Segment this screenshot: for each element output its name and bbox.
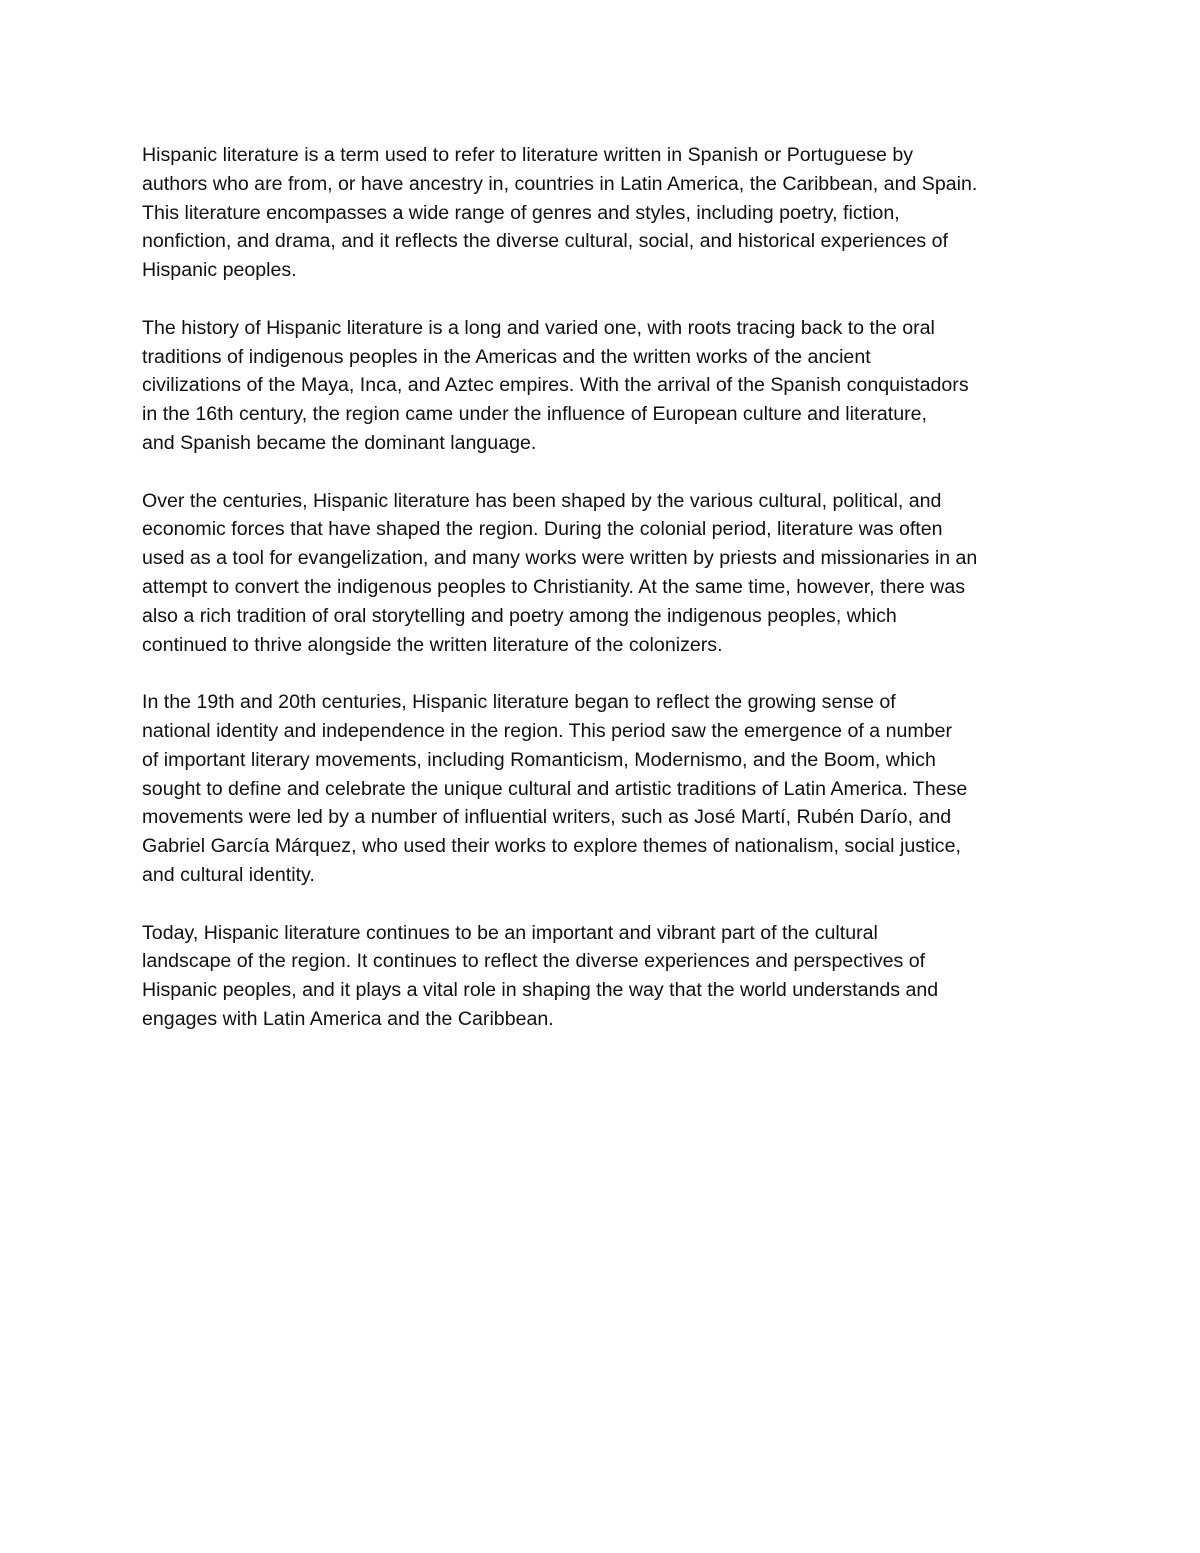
text-line: national identity and independence in the region. This period saw the emergence of a number (142, 719, 953, 742)
text-line: continued to thrive alongside the written literature of the colonizers. (142, 633, 723, 656)
paragraph-2 (142, 314, 1082, 458)
paragraph-3 (142, 487, 1082, 660)
text-line: In the 19th and 20th centuries, Hispanic literature began to reflect the growing sense of (142, 691, 896, 714)
text-line: also a rich tradition of oral storytelling and poetry among the indigenous peoples, which (142, 604, 897, 627)
text-line: in the 16th century, the region came under the influence of European culture and literature, (142, 403, 927, 426)
text-line: movements were led by a number of influential writers, such as José Martí, Rubén Darío, and (142, 806, 952, 829)
text-line: Hispanic literature is a term used to refer to literature written in Spanish or Portuguese by (142, 144, 914, 166)
text-line: This literature encompasses a wide range of genres and styles, including poetry, fiction, (142, 201, 900, 224)
text-line: authors who are from, or have ancestry in, countries in Latin America, the Caribbean, and Spain. (142, 172, 978, 195)
text-line: and Spanish became the dominant language. (142, 431, 537, 454)
text-line: and cultural identity. (142, 863, 315, 886)
text-line: Today, Hispanic literature continues to be an important and vibrant part of the cultural (142, 921, 878, 944)
text-line: engages with Latin America and the Caribbean. (142, 1007, 554, 1030)
text-line: economic forces that have shaped the region. During the colonial period, literature was often (142, 518, 943, 541)
text-line: Over the centuries, Hispanic literature has been shaped by the various cultural, political, and (142, 489, 942, 512)
paragraph-5 (142, 919, 1082, 1034)
text-line: sought to define and celebrate the unique cultural and artistic traditions of Latin America. These (142, 777, 968, 800)
text-line: Hispanic peoples. (142, 259, 297, 282)
text-line: The history of Hispanic literature is a long and varied one, with roots tracing back to the oral (142, 316, 935, 339)
text-line: nonfiction, and drama, and it reflects the diverse cultural, social, and historical experiences of (142, 230, 948, 253)
text-line: of important literary movements, including Romanticism, Modernismo, and the Boom, which (142, 748, 936, 771)
text-line: landscape of the region. It continues to reflect the diverse experiences and perspectives of (142, 950, 926, 973)
document-body (142, 141, 1082, 1063)
paragraph-4 (142, 688, 1082, 890)
text-line: used as a tool for evangelization, and many works were written by priests and missionaries in an (142, 547, 978, 570)
paragraph-1 (142, 141, 1082, 285)
text-line: Gabriel García Márquez, who used their works to explore themes of nationalism, social justice, (142, 835, 961, 858)
text-line: civilizations of the Maya, Inca, and Aztec empires. With the arrival of the Spanish conquistadors (142, 374, 969, 397)
text-line: traditions of indigenous peoples in the Americas and the written works of the ancient (142, 345, 871, 368)
text-line: attempt to convert the indigenous peoples to Christianity. At the same time, however, there was (142, 575, 966, 598)
text-line: Hispanic peoples, and it plays a vital role in shaping the way that the world understands and (142, 979, 939, 1002)
